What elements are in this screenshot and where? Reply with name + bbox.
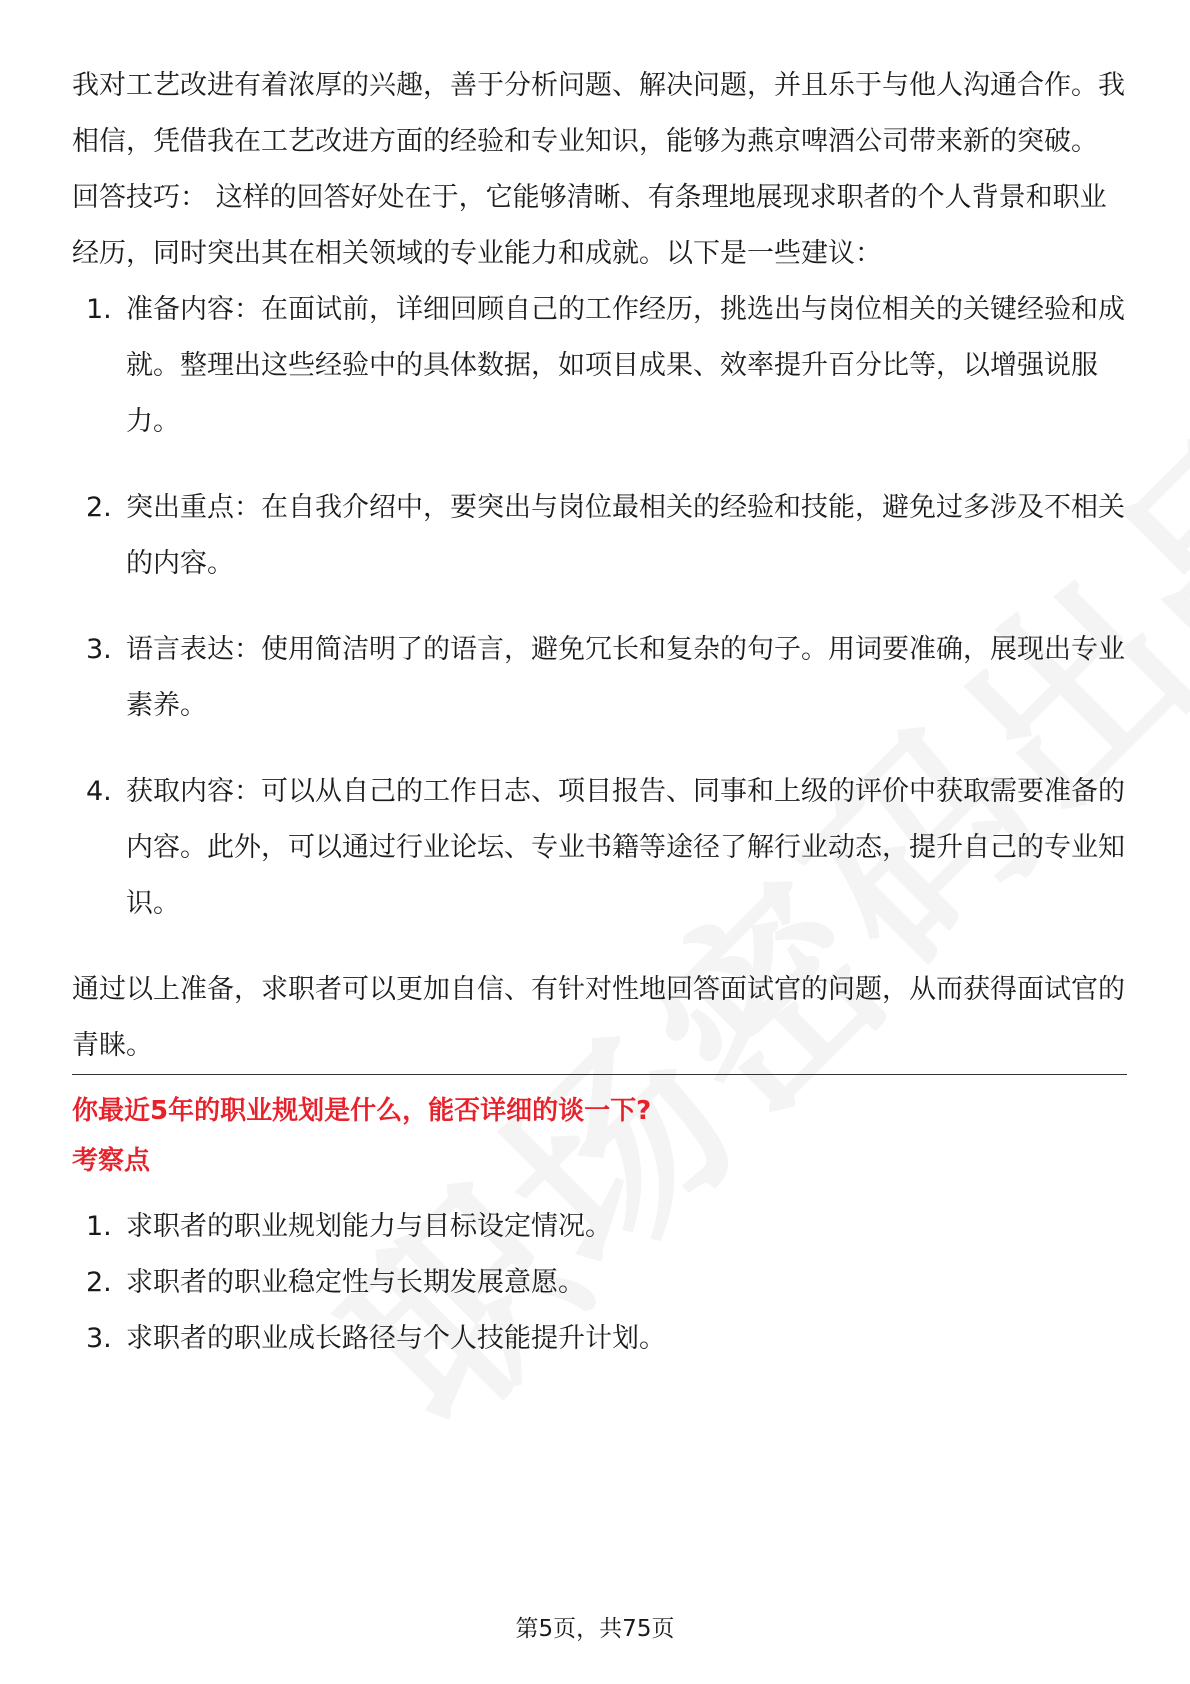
list-item-text: 求职者的职业稳定性与长期发展意愿。 <box>126 1267 585 1298</box>
page-footer: 第5页，共75页 <box>515 1616 675 1642</box>
list-item <box>72 1311 1127 1367</box>
page-content <box>72 58 1127 1367</box>
list-item-text: 求职者的职业成长路径与个人技能提升计划。 <box>126 1323 666 1354</box>
section-divider <box>72 1074 1127 1075</box>
tips-list <box>72 282 1127 932</box>
closing-paragraph: 通过以上准备，求职者可以更加自信、有针对性地回答面试官的问题，从而获得面试官的青睐。 <box>72 974 1125 1061</box>
list-item-text: 准备内容：在面试前，详细回顾自己的工作经历，挑选出与岗位相关的关键经验和成就。整理出这些经验中的具体数据，如项目成果、效率提升百分比等，以增强说服力。 <box>126 294 1125 437</box>
list-item <box>72 282 1127 450</box>
list-number: 3. <box>86 634 112 665</box>
list-item <box>72 622 1127 734</box>
points-list <box>72 1199 1127 1367</box>
list-item <box>72 480 1127 592</box>
list-item <box>72 764 1127 932</box>
subheading: 考察点 <box>72 1146 151 1176</box>
list-item-text: 突出重点：在自我介绍中，要突出与岗位最相关的经验和技能，避免过多涉及不相关的内容。 <box>126 492 1125 579</box>
list-number: 2. <box>86 1267 112 1298</box>
question-heading: 你最近5年的职业规划是什么，能否详细的谈一下? <box>72 1096 652 1126</box>
list-item <box>72 1199 1127 1255</box>
list-item-text: 获取内容：可以从自己的工作日志、项目报告、同事和上级的评价中获取需要准备的内容。此外，可以通过行业论坛、专业书籍等途径了解行业动态，提升自己的专业知识。 <box>126 776 1125 919</box>
list-number: 2. <box>86 492 112 523</box>
list-number: 4. <box>86 776 112 807</box>
list-number: 1. <box>86 294 112 325</box>
list-item <box>72 1255 1127 1311</box>
list-item-text: 求职者的职业规划能力与目标设定情况。 <box>126 1211 612 1242</box>
list-number: 1. <box>86 1211 112 1242</box>
intro-paragraph: 我对工艺改进有着浓厚的兴趣，善于分析问题、解决问题，并且乐于与他人沟通合作。我相信，凭借我在工艺改进方面的经验和专业知识，能够为燕京啤酒公司带来新的突破。 <box>72 70 1125 157</box>
list-number: 3. <box>86 1323 112 1354</box>
list-item-text: 语言表达：使用简洁明了的语言，避免冗长和复杂的句子。用词要准确，展现出专业素养。 <box>126 634 1125 721</box>
tip-paragraph: 回答技巧： 这样的回答好处在于，它能够清晰、有条理地展现求职者的个人背景和职业经历，同时突出其在相关领域的专业能力和成就。以下是一些建议： <box>72 182 1107 269</box>
